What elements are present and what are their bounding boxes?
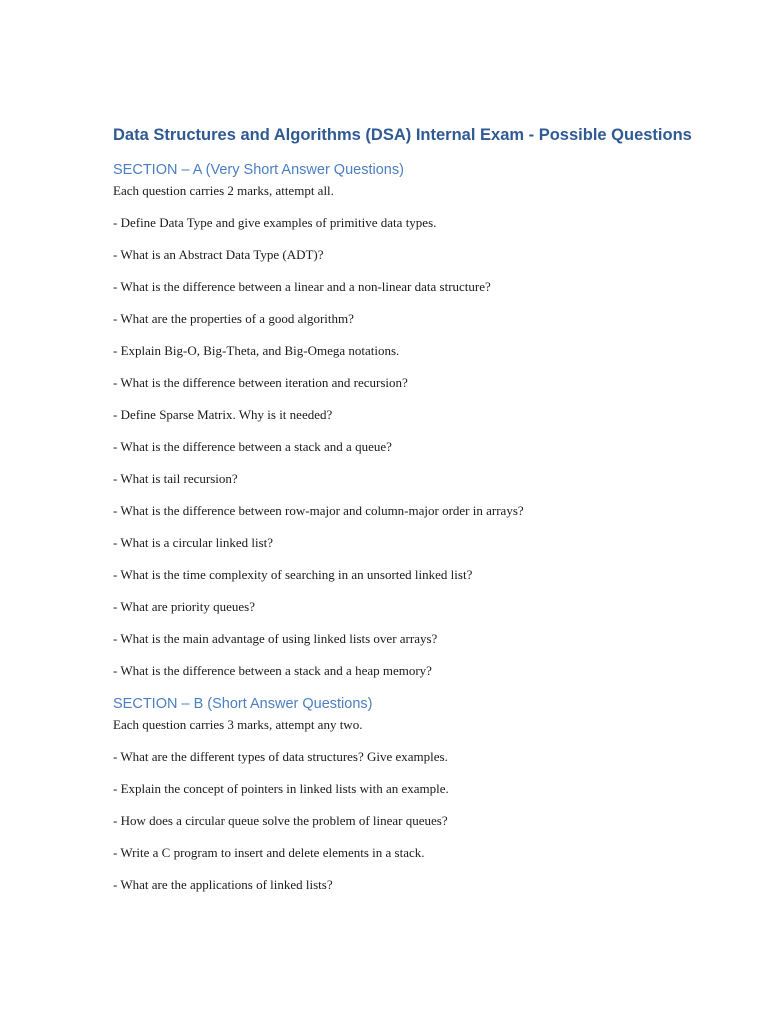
question-item: - What is a circular linked list? [113, 535, 274, 550]
document-title: Data Structures and Algorithms (DSA) Internal Exam - Possible Questions [113, 126, 692, 144]
question-item: - What are priority queues? [113, 599, 255, 614]
question-item: - What is the difference between a stack and a queue? [113, 439, 392, 454]
question-item: - Define Data Type and give examples of primitive data types. [113, 215, 437, 230]
question-item: - What is the main advantage of using linked lists over arrays? [113, 631, 438, 646]
question-item: - What is the difference between a stack and a heap memory? [113, 663, 432, 678]
question-item: - What is tail recursion? [113, 471, 238, 486]
section-a-intro: Each question carries 2 marks, attempt all. [113, 183, 334, 198]
section-a-heading: SECTION – A (Very Short Answer Questions) [113, 162, 404, 178]
question-item: - Explain the concept of pointers in linked lists with an example. [113, 781, 449, 796]
section-a-question-list [113, 214, 713, 680]
question-item: - What is the difference between row-major and column-major order in arrays? [113, 503, 524, 518]
section-b-heading: SECTION – B (Short Answer Questions) [113, 696, 373, 712]
document-body [113, 124, 713, 908]
question-item: - Write a C program to insert and delete elements in a stack. [113, 845, 425, 860]
question-item: - What is the difference between iteration and recursion? [113, 375, 408, 390]
section-b-intro: Each question carries 3 marks, attempt any two. [113, 717, 363, 732]
question-item: - Define Sparse Matrix. Why is it needed? [113, 407, 333, 422]
question-item: - Explain Big-O, Big-Theta, and Big-Omega notations. [113, 343, 400, 358]
question-item: - What are the different types of data structures? Give examples. [113, 749, 448, 764]
question-item: - How does a circular queue solve the problem of linear queues? [113, 813, 448, 828]
question-item: - What is the difference between a linear and a non-linear data structure? [113, 279, 491, 294]
question-item: - What are the applications of linked lists? [113, 877, 333, 892]
question-item: - What is the time complexity of searching in an unsorted linked list? [113, 567, 473, 582]
question-item: - What is an Abstract Data Type (ADT)? [113, 247, 324, 262]
question-item: - What are the properties of a good algorithm? [113, 311, 354, 326]
section-b-question-list [113, 748, 713, 894]
